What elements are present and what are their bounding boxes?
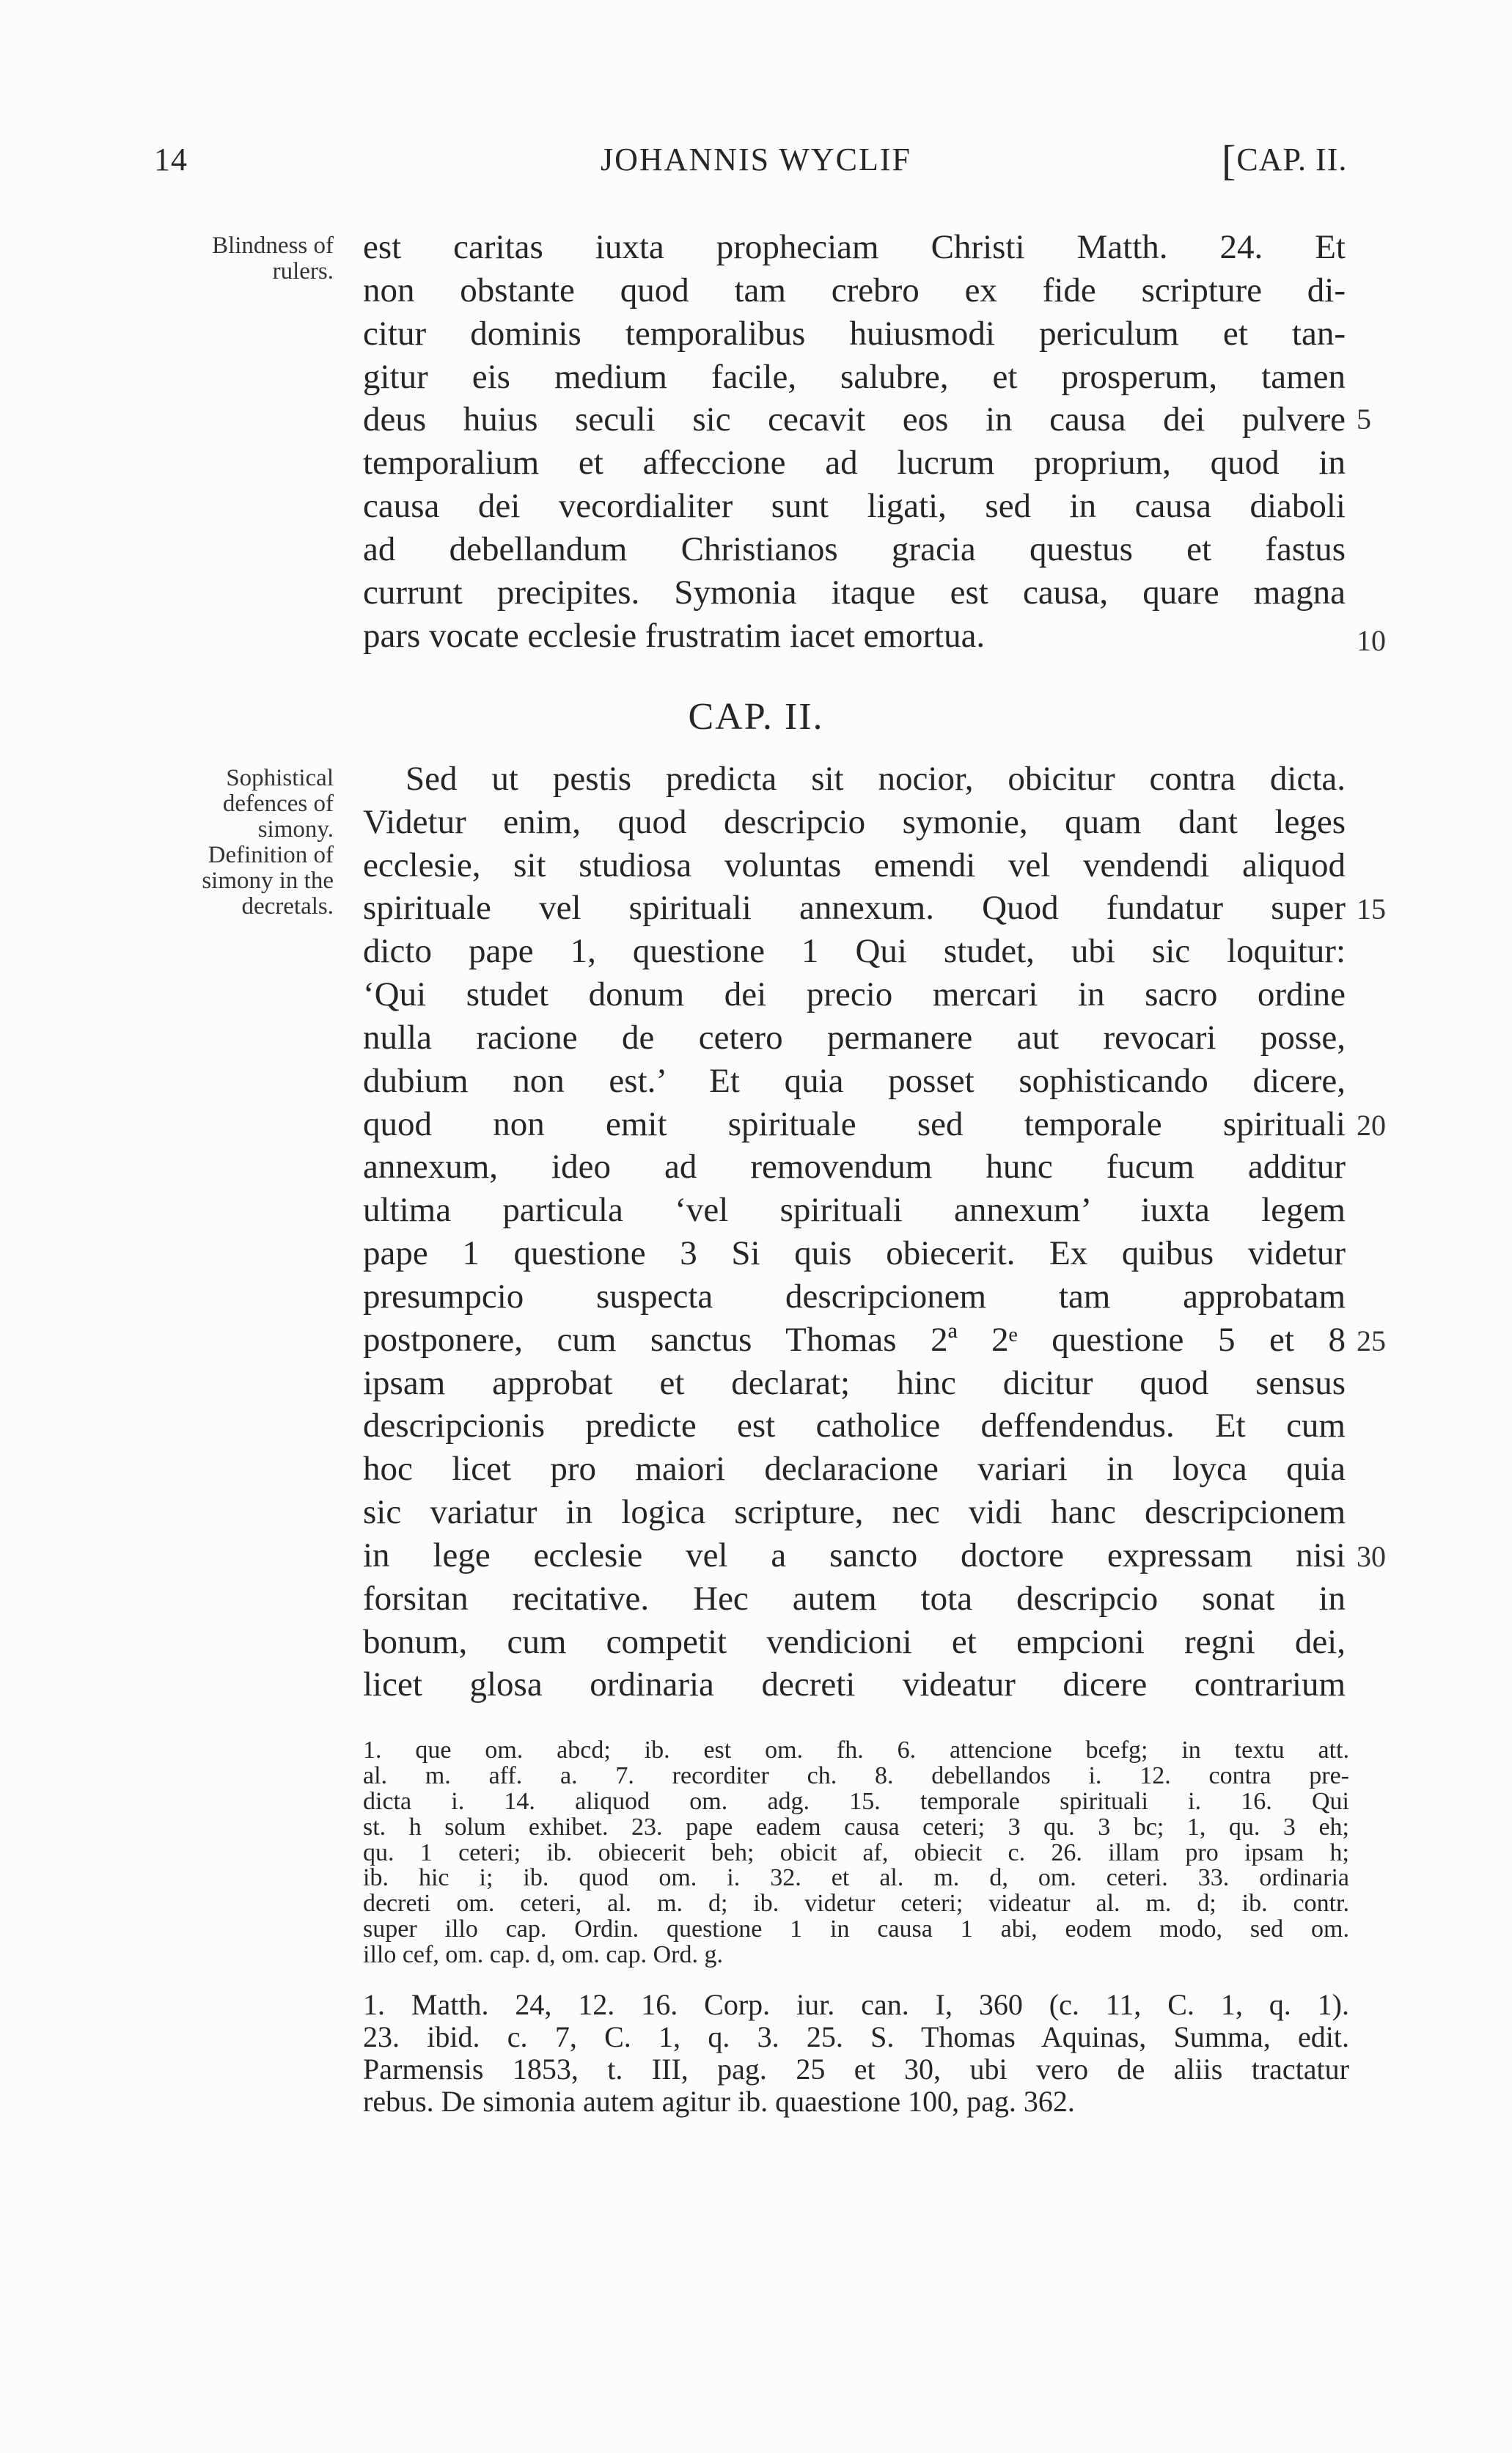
body-line: postponere, cum sanctus Thomas 2ª 2ᵉ questione 5 et 8 [363, 1321, 1346, 1359]
apparatus-line: al. m. aff. a. 7. recorditer ch. 8. debellandos i. 12. contra pre- [363, 1761, 1349, 1789]
apparatus-line: illo cef, om. cap. d, om. cap. Ord. g. [363, 1941, 723, 1969]
apparatus-line: decreti om. ceteri, al. m. d; ib. videtur ceteri; videatur al. m. d; ib. contr. [363, 1890, 1349, 1918]
body-line: causa dei vecordialiter sunt ligati, sed in causa diaboli [363, 487, 1346, 525]
sidenote-sophistical [147, 766, 334, 920]
body-line: forsitan recitative. Hec autem tota descripcio sonat in [363, 1580, 1346, 1618]
body-line: gitur eis medium facile, salubre, et prosperum, tamen [363, 358, 1346, 396]
sidenote-line: decretals. [241, 893, 334, 920]
sidenote-line: simony. [257, 816, 334, 843]
reference-line: 1. Matth. 24, 12. 16. Corp. iur. can. I, 360 (c. 11, C. 1, q. 1). [363, 1988, 1349, 2021]
line-number: 25 [1357, 1324, 1386, 1357]
apparatus-line: ib. hic i; ib. quod om. i. 32. et al. m. d, om. ceteri. 33. ordinaria [363, 1864, 1349, 1892]
sidenote-blindness [147, 233, 334, 285]
source-references [363, 1989, 1349, 2118]
body-line: in lege ecclesie vel a sancto doctore expressam nisi [363, 1536, 1346, 1574]
body-line: citur dominis temporalibus huiusmodi periculum et tan- [363, 315, 1346, 353]
page-number: 14 [154, 142, 188, 177]
body-line: ecclesie, sit studiosa voluntas emendi vel vendendi aliquod [363, 846, 1346, 884]
critical-apparatus [363, 1738, 1349, 1968]
line-number: 10 [1357, 624, 1386, 657]
reference-line: Parmensis 1853, t. III, pag. 25 et 30, ubi vero de aliis tractatur [363, 2053, 1349, 2086]
sidenote-line: simony in the [202, 868, 334, 894]
body-line: hoc licet pro maiori declaracione variari in loyca quia [363, 1450, 1346, 1488]
line-number: 15 [1357, 892, 1386, 925]
apparatus-line: st. h solum exhibet. 23. pape eadem causa ceteri; 3 qu. 3 bc; 1, qu. 3 eh; [363, 1813, 1349, 1841]
body-line: Videtur enim, quod descripcio symonie, quam dant leges [363, 803, 1346, 841]
body-line: currunt precipites. Symonia itaque est causa, quare magna [363, 573, 1346, 612]
apparatus-line: qu. 1 ceteri; ib. obiecerit beh; obicit af, obiecit c. 26. illam pro ipsam h; [363, 1838, 1349, 1866]
body-line: presumpcio suspecta descripcionem tam approbatam [363, 1277, 1346, 1316]
body-line: descripcionis predicte est catholice deffendendus. Et cum [363, 1407, 1346, 1445]
line-number: 20 [1357, 1109, 1386, 1142]
body-line: spirituale vel spirituali annexum. Quod fundatur super [363, 889, 1346, 927]
body-line: quod non emit spirituale sed temporale spirituali [363, 1105, 1346, 1143]
body-line: annexum, ideo ad removendum hunc fucum additur [363, 1148, 1346, 1186]
body-line: licet glosa ordinaria decreti videatur dicere contrarium [363, 1665, 1346, 1704]
body-line: ‘Qui studet donum dei precio mercari in sacro ordine [363, 975, 1346, 1013]
line-number: 5 [1357, 403, 1371, 436]
line-number: 30 [1357, 1540, 1386, 1573]
apparatus-line: 1. que om. abcd; ib. est om. fh. 6. attencione bcefg; in textu att. [363, 1737, 1349, 1764]
body-line: temporalium et affeccione ad lucrum proprium, quod in [363, 444, 1346, 482]
chapter-heading: CAP. II. [688, 696, 824, 738]
apparatus-line: dicta i. 14. aliquod om. adg. 15. temporale spirituali i. 16. Qui [363, 1787, 1349, 1815]
body-line: est caritas iuxta propheciam Christi Matth. 24. Et [363, 228, 1346, 266]
body-line: nulla racione de cetero permanere aut revocari posse, [363, 1019, 1346, 1057]
body-line: non obstante quod tam crebro ex fide scripture di- [363, 271, 1346, 309]
body-line: ultima particula ‘vel spirituali annexum’ iuxta legem [363, 1191, 1346, 1229]
apparatus-line: super illo cap. Ordin. questione 1 in causa 1 abi, eodem modo, sed om. [363, 1915, 1349, 1943]
body-line: Sed ut pestis predicta sit nocior, obicitur contra dicta. [405, 760, 1346, 798]
running-title: JOHANNIS WYCLIF [601, 142, 911, 177]
body-line: deus huius seculi sic cecavit eos in causa dei pulvere [363, 400, 1346, 439]
sidenote-line: rulers. [272, 258, 334, 285]
reference-line: rebus. De simonia autem agitur ib. quaestione 100, pag. 362. [363, 2085, 1075, 2118]
body-line: ipsam approbat et declarat; hinc dicitur quod sensus [363, 1364, 1346, 1402]
body-line: dubium non est.’ Et quia posset sophisticando dicere, [363, 1062, 1346, 1100]
body-line: dicto pape 1, questione 1 Qui studet, ubi sic loquitur: [363, 932, 1346, 970]
reference-line: 23. ibid. c. 7, C. 1, q. 3. 25. S. Thomas Aquinas, Summa, edit. [363, 2020, 1349, 2053]
running-chapter [1222, 136, 1348, 184]
sidenote-line: defences of [222, 791, 334, 817]
body-line: pars vocate ecclesie frustratim iacet emortua. [363, 617, 986, 655]
body-line: sic variatur in logica scripture, nec vidi hanc descripcionem [363, 1493, 1346, 1531]
sidenote-line: Sophistical [226, 765, 334, 791]
sidenote-line: Definition of [208, 842, 334, 868]
chapter-bracket: [ [1222, 136, 1237, 184]
running-chapter-label: CAP. II. [1236, 142, 1348, 177]
body-line: pape 1 questione 3 Si quis obiecerit. Ex quibus videtur [363, 1234, 1346, 1272]
sidenote-line: Blindness of [212, 232, 334, 259]
body-line: ad debellandum Christianos gracia questus et fastus [363, 530, 1346, 568]
body-line: bonum, cum competit vendicioni et empcioni regni dei, [363, 1623, 1346, 1661]
